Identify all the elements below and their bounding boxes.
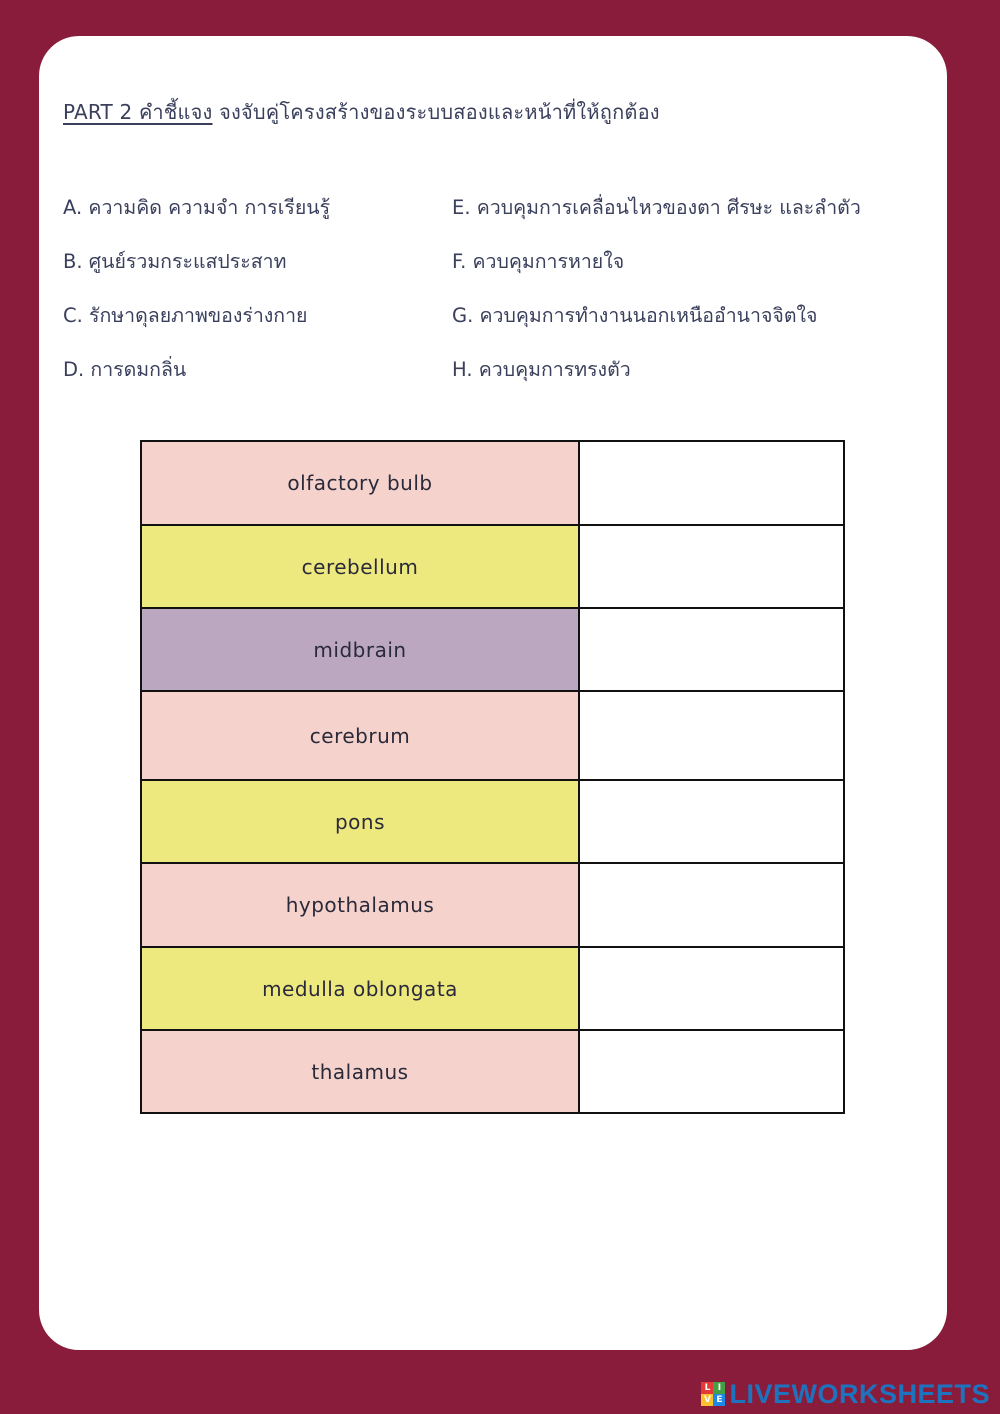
liveworksheets-logo-icon: [701, 1382, 725, 1406]
instruction-text: จงจับคู่โครงสร้างของระบบสองและหน้าที่ให้ถูกต้อง: [212, 100, 660, 124]
table-row: [141, 608, 844, 691]
option-h: H. ควบคุมการทรงตัว: [452, 358, 631, 381]
logo-letter: E: [713, 1394, 725, 1406]
table-row: [141, 863, 844, 947]
answer-box[interactable]: [579, 525, 844, 608]
option-c: C. รักษาดุลยภาพของร่างกาย: [63, 304, 308, 327]
term-cell: olfactory bulb: [141, 441, 579, 525]
answer-box[interactable]: [579, 608, 844, 691]
term-cell: medulla oblongata: [141, 947, 579, 1030]
instruction-lead: PART 2 คำชี้แจง: [63, 100, 213, 124]
term-cell: cerebellum: [141, 525, 579, 608]
answer-box[interactable]: [579, 780, 844, 863]
option-f: F. ควบคุมการหายใจ: [452, 250, 625, 273]
term-cell: thalamus: [141, 1030, 579, 1113]
term-cell: cerebrum: [141, 691, 579, 780]
logo-letter: L: [701, 1382, 713, 1394]
answer-box[interactable]: [579, 441, 844, 525]
option-g: G. ควบคุมการทำงานนอกเหนืออำนาจจิตใจ: [452, 304, 818, 327]
term-cell: hypothalamus: [141, 863, 579, 947]
table-row: [141, 441, 844, 525]
option-d: D. การดมกลิ่น: [63, 358, 187, 381]
table-row: [141, 780, 844, 863]
answer-box[interactable]: [579, 863, 844, 947]
option-e: E. ควบคุมการเคลื่อนไหวของตา ศีรษะ และลำตัว: [452, 196, 861, 219]
logo-letter: V: [701, 1394, 713, 1406]
worksheet-card: [39, 36, 947, 1350]
answer-box[interactable]: [579, 947, 844, 1030]
watermark-text: LIVEWORKSHEETS: [729, 1378, 990, 1409]
table-row: [141, 525, 844, 608]
term-cell: midbrain: [141, 608, 579, 691]
table-row: [141, 1030, 844, 1113]
matching-table: [140, 440, 845, 1114]
option-b: B. ศูนย์รวมกระแสประสาท: [63, 250, 287, 273]
instruction-line: [63, 96, 660, 128]
answer-box[interactable]: [579, 1030, 844, 1113]
table-row: [141, 947, 844, 1030]
liveworksheets-watermark: [701, 1380, 990, 1408]
term-cell: pons: [141, 780, 579, 863]
answer-box[interactable]: [579, 691, 844, 780]
table-row: [141, 691, 844, 780]
option-a: A. ความคิด ความจำ การเรียนรู้: [63, 196, 331, 219]
logo-letter: I: [713, 1382, 725, 1394]
